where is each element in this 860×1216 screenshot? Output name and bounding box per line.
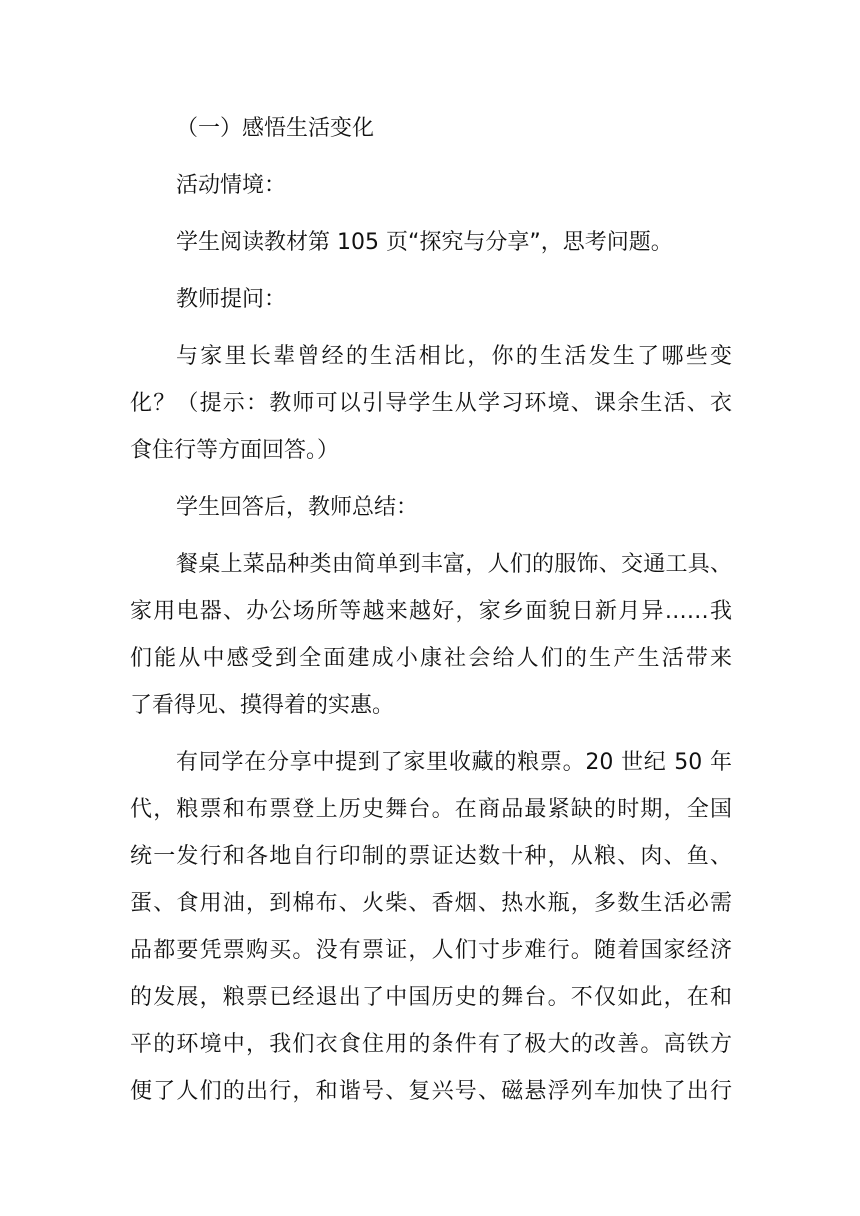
document-page	[130, 105, 732, 1115]
paragraph-line: 有同学在分享中提到了家里收藏的粮票。20 世纪 50 年	[176, 750, 732, 775]
paragraph-line: 与家里长辈曾经的生活相比，你的生活发生了哪些变	[176, 344, 732, 369]
activity-text: 学生阅读教材第 105 页“探究与分享”，思考问题。	[176, 230, 673, 255]
paragraph-line: 们能从中感受到全面建成小康社会给人们的生产生活带来	[130, 646, 732, 671]
section-heading: （一）感悟生活变化	[176, 116, 375, 141]
paragraph-line: 平的环境中，我们衣食住用的条件有了极大的改善。高铁方	[130, 1032, 732, 1057]
question-paragraph	[130, 333, 732, 474]
paragraph-line: 家用电器、办公场所等越来越好，家乡面貌日新月异……我	[130, 599, 732, 624]
paragraph-line: 了看得见、摸得着的实惠。	[130, 693, 395, 718]
teacher-question-label: 教师提问：	[176, 287, 287, 312]
paragraph-line: 的发展，粮票已经退出了中国历史的舞台。不仅如此，在和	[130, 985, 732, 1010]
paragraph-line: 代，粮票和布票登上历史舞台。在商品最紧缺的时期，全国	[130, 797, 732, 822]
summary-label: 学生回答后，教师总结：	[176, 495, 419, 520]
summary-paragraph	[130, 541, 732, 729]
paragraph-line: 便了人们的出行，和谐号、复兴号、磁悬浮列车加快了出行	[130, 1079, 732, 1104]
paragraph-line: 食住行等方面回答。）	[130, 438, 340, 463]
paragraph-line: 化？（提示：教师可以引导学生从学习环境、课余生活、衣	[130, 391, 732, 416]
paragraph-line: 品都要凭票购买。没有票证，人们寸步难行。随着国家经济	[130, 938, 732, 963]
paragraph-line: 餐桌上菜品种类由简单到丰富，人们的服饰、交通工具、	[176, 552, 732, 577]
activity-label: 活动情境：	[176, 173, 287, 198]
story-paragraph	[130, 739, 732, 1115]
paragraph-line: 蛋、食用油，到棉布、火柴、香烟、热水瓶，多数生活必需	[130, 891, 732, 916]
paragraph-line: 统一发行和各地自行印制的票证达数十种，从粮、肉、鱼、	[130, 844, 732, 869]
